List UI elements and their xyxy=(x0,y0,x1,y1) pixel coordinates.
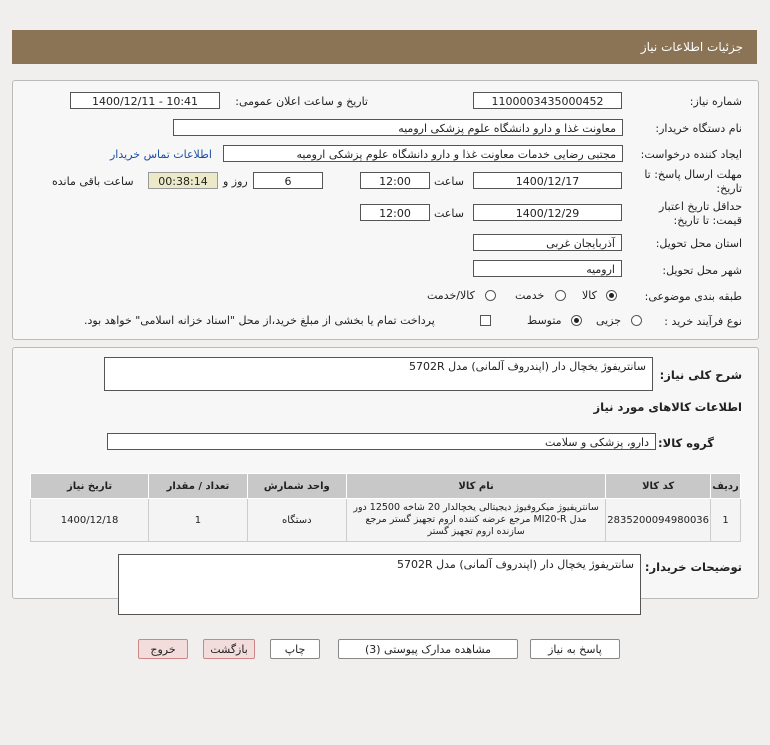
category-option-goods-service: کالا/خدمت xyxy=(427,289,475,302)
reply-date-field: 1400/12/17 xyxy=(473,172,622,189)
row-name: سانتریفیوژ میکروفیوژ دیجیتالی یخچالدار 20 شاخه 12500 دور مدل MI20-R مرجع عرضه کننده اروم تجهیز گستر مرجع سازنده اروم تجهیز گستر xyxy=(346,499,605,542)
row-date: 1400/12/18 xyxy=(31,499,149,542)
payment-checkbox[interactable] xyxy=(480,315,491,326)
buyer-contact-link[interactable]: اطلاعات تماس خریدار xyxy=(110,148,212,161)
row-index: 1 xyxy=(711,499,741,542)
remaining-label: ساعت باقی مانده xyxy=(52,175,134,188)
row-code: 2835200094980036 xyxy=(606,499,711,542)
col-unit: واحد شمارش xyxy=(247,474,346,499)
col-index: ردیف xyxy=(711,474,741,499)
process-option-medium: متوسط xyxy=(527,314,562,327)
table-row xyxy=(31,499,741,542)
attachments-button[interactable]: مشاهده مدارک پیوستی (3) xyxy=(338,639,518,659)
buyer-notes-field: سانتریفوژ یخچال دار (اپندروف آلمانی) مدل 5702R xyxy=(118,554,641,615)
col-name: نام کالا xyxy=(346,474,605,499)
validity-date-field: 1400/12/29 xyxy=(473,204,622,221)
reply-time-label: ساعت xyxy=(434,175,464,188)
col-qty: تعداد / مقدار xyxy=(149,474,248,499)
category-radio-service[interactable] xyxy=(555,290,566,301)
goods-table xyxy=(30,473,741,542)
col-date: تاریخ نیاز xyxy=(31,474,149,499)
need-number-field: 1100003435000452 xyxy=(473,92,622,109)
creator-label: ایجاد کننده درخواست: xyxy=(640,148,742,161)
page-header xyxy=(12,30,757,64)
print-button[interactable]: چاپ xyxy=(270,639,320,659)
need-number-label: شماره نیاز: xyxy=(689,95,742,108)
validity-time-field: 12:00 xyxy=(360,204,430,221)
page-title: جزئیات اطلاعات نیاز xyxy=(640,40,743,54)
goods-table-header xyxy=(31,474,741,499)
summary-label: شرح کلی نیاز: xyxy=(659,368,742,382)
category-radio-goods[interactable] xyxy=(606,290,617,301)
payment-note: پرداخت تمام یا بخشی از مبلغ خرید،از محل "اسناد خزانه اسلامی" خواهد بود. xyxy=(84,314,435,327)
reply-time-field: 12:00 xyxy=(360,172,430,189)
process-radio-medium[interactable] xyxy=(571,315,582,326)
remaining-timer: 00:38:14 xyxy=(148,172,218,189)
row-unit: دستگاه xyxy=(247,499,346,542)
process-option-minor: جزیی xyxy=(596,314,622,327)
province-label: استان محل تحویل: xyxy=(655,237,742,250)
announce-field: 1400/12/11 - 10:41 xyxy=(70,92,220,109)
back-button[interactable]: بازگشت xyxy=(203,639,255,659)
goods-group-label: گروه کالا: xyxy=(658,436,714,450)
summary-field: سانتریفوژ یخچال دار (اپندروف آلمانی) مدل 5702R xyxy=(104,357,653,391)
category-radio-goods-service[interactable] xyxy=(485,290,496,301)
buyer-org-label: نام دستگاه خریدار: xyxy=(655,122,742,135)
days-field: 6 xyxy=(253,172,323,189)
goods-group-field: دارو، پزشکی و سلامت xyxy=(107,433,656,450)
validity-label: حداقل تاریخ اعتبار قیمت: تا تاریخ: xyxy=(658,200,742,227)
category-label: طبقه بندی موضوعی: xyxy=(644,290,742,303)
validity-time-label: ساعت xyxy=(434,207,464,220)
process-radio-minor[interactable] xyxy=(631,315,642,326)
buyer-org-field: معاونت غذا و دارو دانشگاه علوم پزشکی ارومیه xyxy=(173,119,623,136)
creator-field: مجتبی رضایی خدمات معاونت غذا و دارو دانشگاه علوم پزشکی ارومیه xyxy=(223,145,623,162)
exit-button[interactable]: خروج xyxy=(138,639,188,659)
process-label: نوع فرآیند خرید : xyxy=(664,315,742,328)
row-qty: 1 xyxy=(149,499,248,542)
buyer-notes-label: توضیحات خریدار: xyxy=(644,560,742,574)
category-option-service: خدمت xyxy=(515,289,545,302)
col-code: کد کالا xyxy=(606,474,711,499)
reply-button[interactable]: پاسخ به نیاز xyxy=(530,639,620,659)
goods-info-title: اطلاعات کالاهای مورد نیاز xyxy=(593,400,742,414)
city-label: شهر محل تحویل: xyxy=(662,264,742,277)
reply-deadline-label: مهلت ارسال پاسخ: تا تاریخ: xyxy=(644,168,742,195)
category-option-goods: کالا xyxy=(582,289,597,302)
city-field: ارومیه xyxy=(473,260,622,277)
province-field: آذربایجان غربی xyxy=(473,234,622,251)
days-label: روز و xyxy=(223,175,248,188)
announce-label: تاریخ و ساعت اعلان عمومی: xyxy=(235,95,368,108)
